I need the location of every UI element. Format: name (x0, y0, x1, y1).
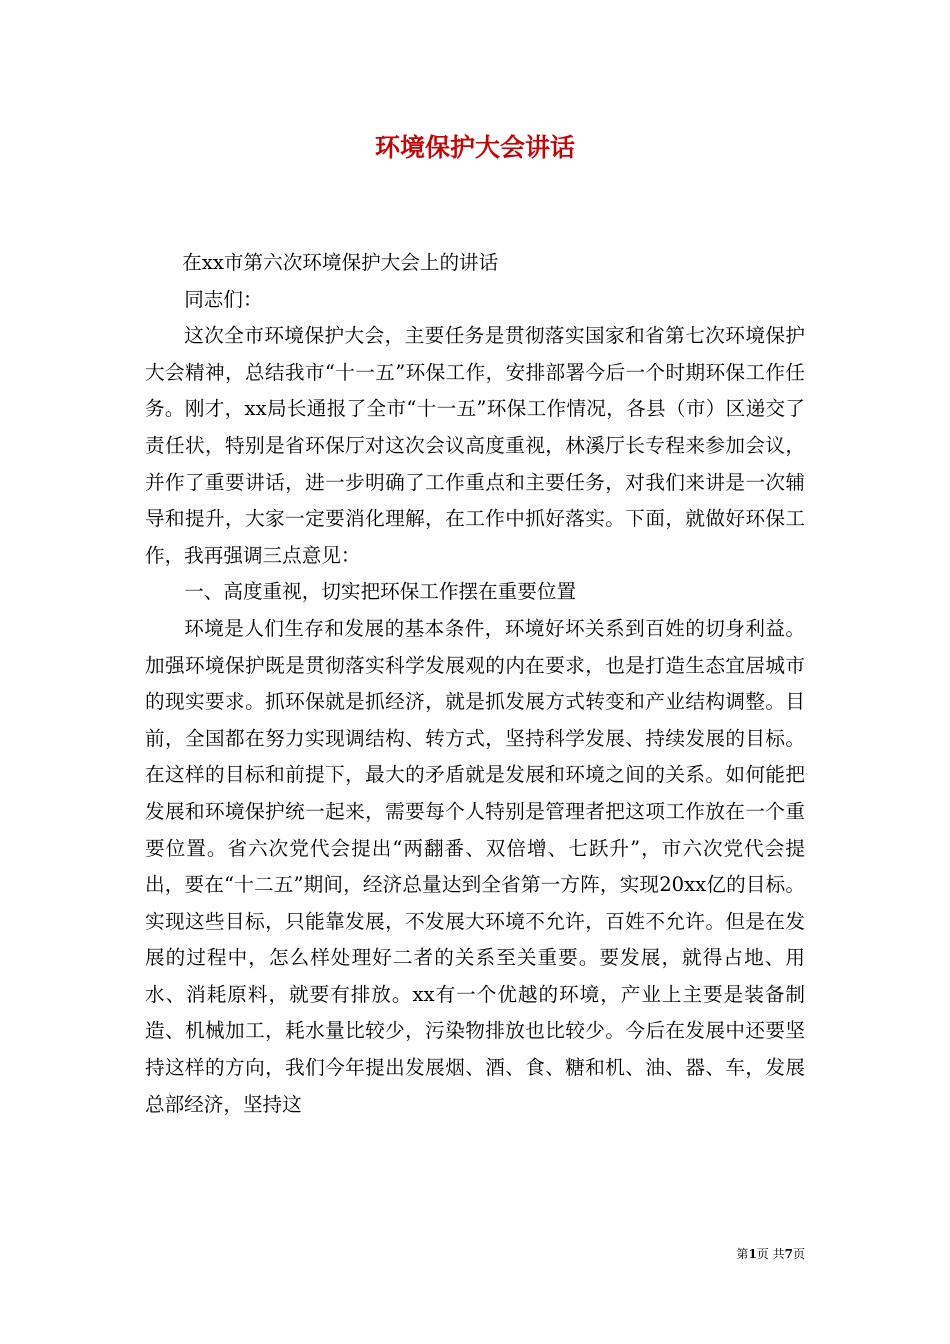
paragraph-section-1: 环境是人们生存和发展的基本条件，环境好坏关系到百姓的切身利益。加强环境保护既是贯彻落实科学发展观的内在要求，也是打造生态宜居城市的现实要求。抓环保就是抓经济，就是抓发展方式转变和产业结构调整。目前，全国都在努力实现调结构、转方式，坚持科学发展、持续发展的目标。在这样的目标和前提下，最大的矛盾就是发展和环境之间的关系。如何能把发展和环境保护统一起来，需要每个人特别是管理者把这项工作放在一个重要位置。省六次党代会提出“两翻番、双倍增、七跃升”，市六次党代会提出，要在“十二五”期间，经济总量达到全省第一方阵，实现20xx亿的目标。实现这些目标，只能靠发展，不发展大环境不允许，百姓不允许。但是在发展的过程中，怎么样处理好二者的关系至关重要。要发展，就得占地、用水、消耗原料，就要有排放。xx有一个优越的环境，产业上主要是装备制造、机械加工，耗水量比较少，污染物排放也比较少。今后在发展中还要坚持这样的方向，我们今年提出发展烟、酒、食、糖和机、油、器、车，发展总部经济，坚持这 (145, 616, 805, 1116)
footer-middle: 页 共 (756, 1247, 785, 1261)
footer-total-pages: 7 (784, 1247, 793, 1261)
footer-suffix: 页 (792, 1247, 805, 1261)
paragraph-intro: 这次全市环境保护大会，主要任务是贯彻落实国家和省第七次环境保护大会精神，总结我市“十一五”环保工作，安排部署今后一个时期环保工作任务。刚才，xx局长通报了全市“十一五”环保工作情况，各县（市）区递交了责任状，特别是省环保厅对这次会议高度重视，林溪厅长专程来参加会议，并作了重要讲话，进一步明确了工作重点和主要任务，对我们来讲是一次辅导和提升，大家一定要消化理解，在工作中抓好落实。下面，就做好环保工作，我再强调三点意见： (145, 324, 805, 567)
footer-current-page: 1 (748, 1247, 757, 1261)
document-body (145, 245, 805, 1123)
section-heading-1: 一、高度重视，切实把环保工作摆在重要位置 (184, 580, 577, 604)
page-number-footer (736, 1246, 805, 1262)
speech-subtitle: 在xx市第六次环境保护大会上的讲话 (182, 251, 499, 274)
salutation: 同志们： (184, 287, 263, 311)
footer-prefix: 第 (736, 1247, 749, 1261)
document-title: 环境保护大会讲话 (374, 133, 575, 162)
